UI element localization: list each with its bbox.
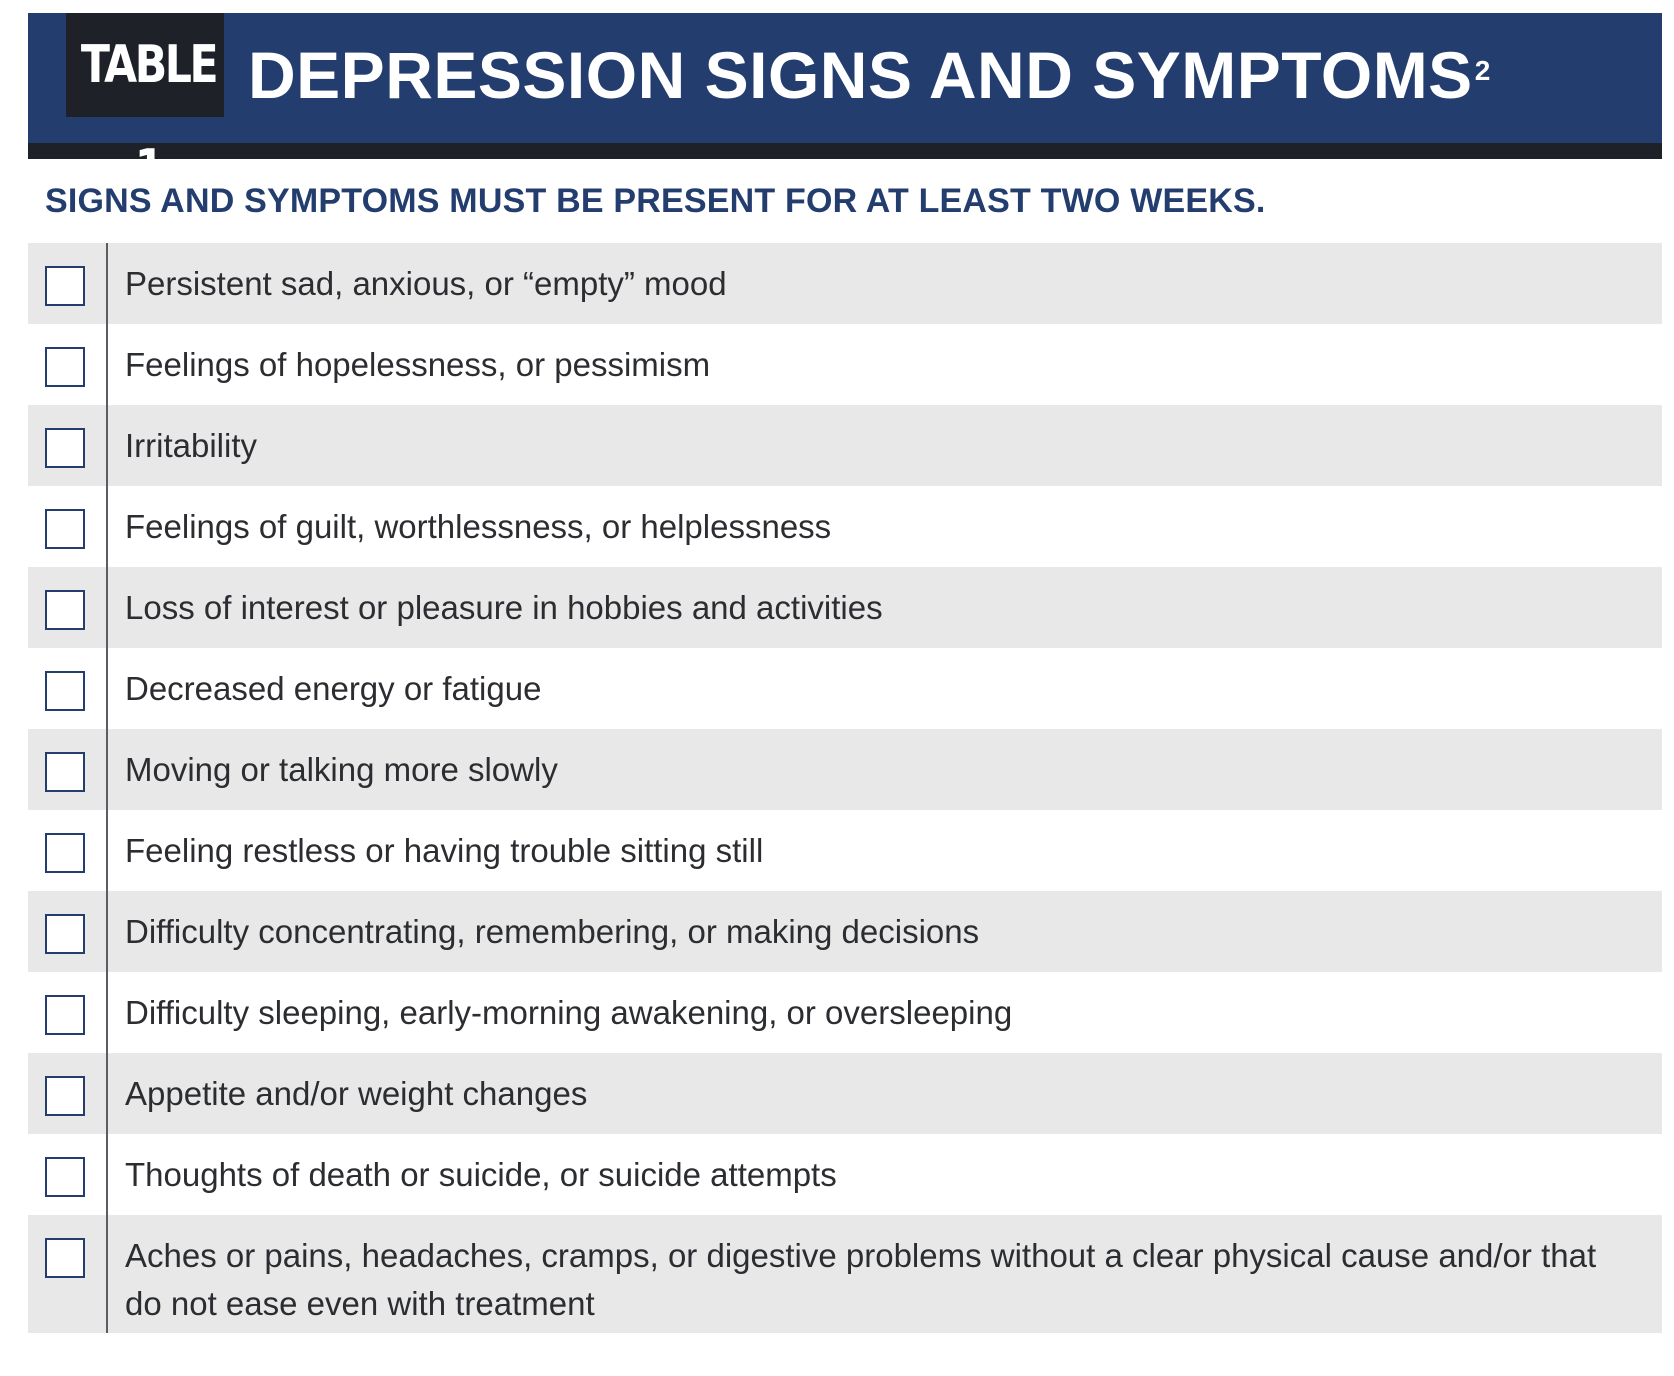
table-row <box>28 648 1662 729</box>
symptom-checkbox[interactable] <box>45 590 85 630</box>
symptom-checkbox[interactable] <box>45 995 85 1035</box>
table-row <box>28 486 1662 567</box>
symptom-checkbox[interactable] <box>45 833 85 873</box>
symptom-text: Loss of interest or pleasure in hobbies and activities <box>125 589 883 626</box>
table-subheader: SIGNS AND SYMPTOMS MUST BE PRESENT FOR AT LEAST TWO WEEKS. <box>45 181 1266 220</box>
symptom-checkbox[interactable] <box>45 428 85 468</box>
table-row <box>28 243 1662 324</box>
table-row <box>28 810 1662 891</box>
symptom-text: Appetite and/or weight changes <box>125 1075 588 1112</box>
symptom-text: Moving or talking more slowly <box>125 751 558 788</box>
table-row <box>28 1134 1662 1215</box>
table-title <box>248 35 1491 115</box>
table-row <box>28 1215 1662 1333</box>
symptom-checkbox[interactable] <box>45 671 85 711</box>
table-row <box>28 729 1662 810</box>
table-row <box>28 324 1662 405</box>
symptom-checkbox[interactable] <box>45 752 85 792</box>
symptom-text: Thoughts of death or suicide, or suicide attempts <box>125 1156 837 1193</box>
table-row <box>28 1053 1662 1134</box>
symptom-checkbox[interactable] <box>45 1076 85 1116</box>
symptom-text: Difficulty sleeping, early-morning awakening, or oversleeping <box>125 994 1013 1031</box>
symptom-text: Aches or pains, headaches, cramps, or digestive problems without a clear physical cause and/or that do not ease even with treatment <box>125 1237 1597 1322</box>
symptom-text: Decreased energy or fatigue <box>125 670 542 707</box>
symptom-text: Feelings of hopelessness, or pessimism <box>125 346 711 383</box>
symptom-list <box>28 243 1662 1333</box>
table-title-text: DEPRESSION SIGNS AND SYMPTOMS <box>248 38 1473 112</box>
table-number-text: TABLE 1 <box>80 35 217 199</box>
symptom-checkbox[interactable] <box>45 914 85 954</box>
symptom-checkbox[interactable] <box>45 347 85 387</box>
table-row <box>28 891 1662 972</box>
table-row <box>28 972 1662 1053</box>
table-row <box>28 567 1662 648</box>
table-header-bar <box>28 13 1662 199</box>
symptom-text: Difficulty concentrating, remembering, or making decisions <box>125 913 980 950</box>
symptoms-table <box>28 13 1662 1333</box>
table-number-label <box>66 13 224 199</box>
table-row <box>28 405 1662 486</box>
symptom-text: Irritability <box>125 427 258 464</box>
symptom-checkbox[interactable] <box>45 1157 85 1197</box>
symptom-text: Feeling restless or having trouble sitting still <box>125 832 764 869</box>
symptom-checkbox[interactable] <box>45 1238 85 1278</box>
symptom-checkbox[interactable] <box>45 509 85 549</box>
symptom-checkbox[interactable] <box>45 266 85 306</box>
symptom-text: Feelings of guilt, worthlessness, or helplessness <box>125 508 832 545</box>
title-reference-superscript: 2 <box>1474 55 1491 86</box>
symptom-text: Persistent sad, anxious, or “empty” mood <box>125 265 727 302</box>
